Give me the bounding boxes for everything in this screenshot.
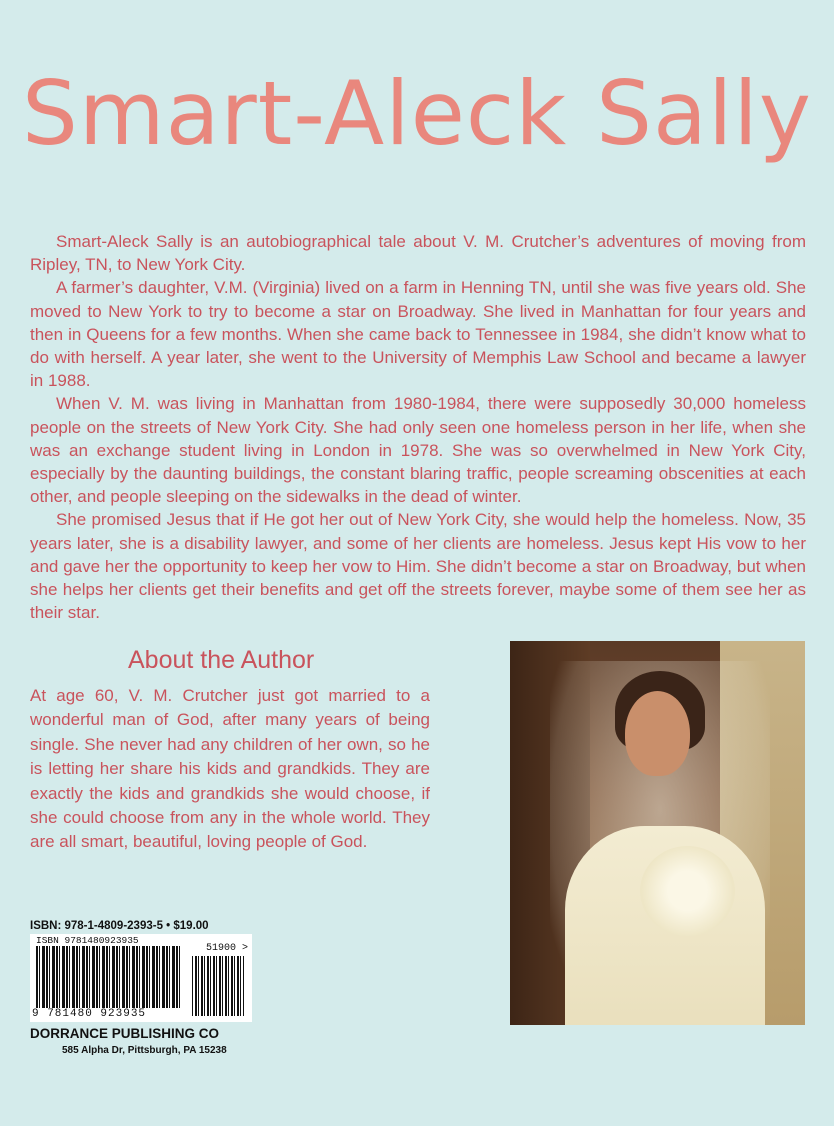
publisher-address: 585 Alpha Dr, Pittsburgh, PA 15238 [62, 1045, 227, 1056]
barcode [30, 934, 252, 1022]
barcode-price-code: 51900 > [205, 943, 248, 954]
barcode-addon-bars [192, 956, 244, 1016]
publisher-name: DORRANCE PUBLISHING CO [30, 1026, 220, 1041]
description-paragraph: A farmer’s daughter, V.M. (Virginia) lived on a farm in Henning TN, until she was five years old. She moved to New York to try to become a star on Broadway. She lived in Manhattan for four years and then in Queens for a few months. When she came back to Tennessee in 1984, she didn’t know what to do with herself. A year later, she went to the University of Memphis Law School and became a lawyer in 1988. [30, 278, 806, 391]
description-paragraph: She promised Jesus that if He got her out of New York City, she would help the homeless. Now, 35 years later, she is a disability lawyer, and some of her clients are homeless. Jesus kept His vow to her and gave her the opportunity to keep her vow to Him. She didn’t become a star on Broadway, but when she helps her clients get their benefits and get off the streets forever, maybe some of them see her as their star. [30, 510, 806, 623]
description-paragraph: When V. M. was living in Manhattan from 1980-1984, there were supposedly 30,000 homeless people on the streets of New York City. She had only seen one homeless person in her life, when she was an exchange student living in London in 1978. She was so overwhelmed in New York City, especially by the daunting buildings, the constant blaring traffic, people screaming obscenities at each other, and people sleeping on the sidewalks in the dead of winter. [30, 394, 806, 507]
author-photo [510, 641, 805, 1025]
barcode-digits: 9 781480 923935 [32, 1008, 147, 1020]
photo-bouquet [640, 846, 735, 936]
barcode-bars [36, 946, 180, 1008]
photo-face [625, 691, 690, 776]
book-title: Smart-Aleck Sally [22, 62, 812, 165]
about-author-text: At age 60, V. M. Crutcher just got married to a wonderful man of God, after many years of being single. She never had any children of her own, so he is letting her share his kids and grandkids. They are exactly the kids and grandkids she would choose, if she could choose from any in the whole world. They are all smart, beautiful, loving people of God. [30, 686, 430, 852]
description-paragraph: Smart-Aleck Sally is an autobiographical tale about V. M. Crutcher’s adventures of moving from Ripley, TN, to New York City. [30, 232, 806, 275]
isbn-price-line: ISBN: 978-1-4809-2393-5 • $19.00 [30, 920, 209, 932]
barcode-isbn-text: ISBN 9781480923935 [36, 935, 139, 946]
book-description [30, 230, 806, 624]
about-author-heading: About the Author [128, 646, 315, 674]
